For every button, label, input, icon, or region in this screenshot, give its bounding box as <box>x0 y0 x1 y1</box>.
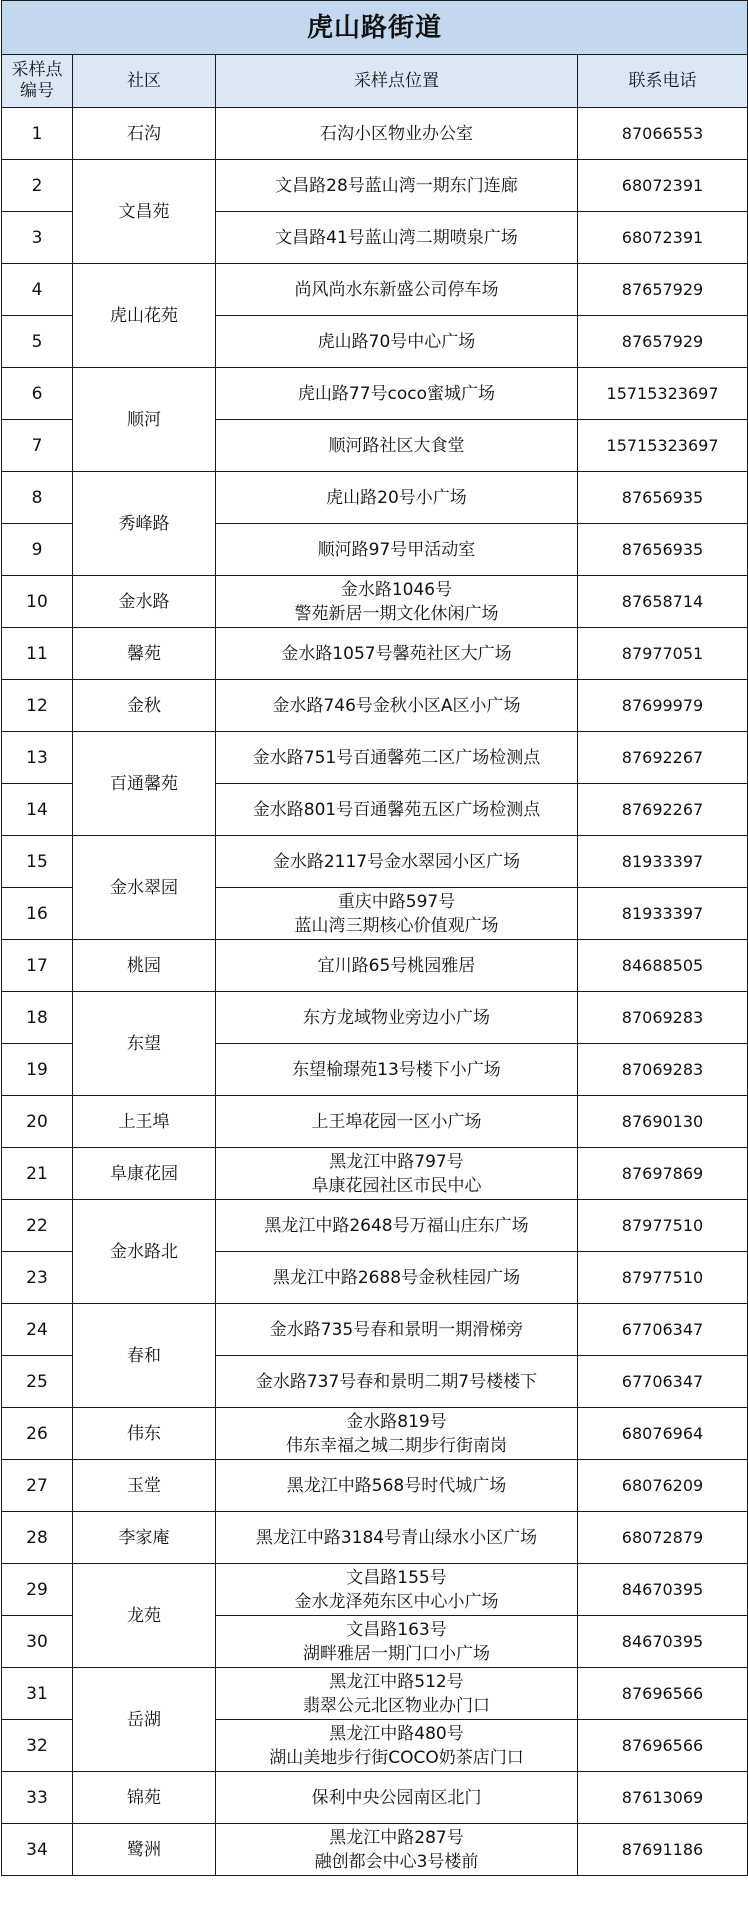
row-community: 金水翠园 <box>73 836 216 940</box>
row-phone: 81933397 <box>578 888 748 940</box>
row-phone: 87699979 <box>578 680 748 732</box>
location-line: 黑龙江中路287号 <box>329 1827 464 1848</box>
row-id: 6 <box>2 368 73 420</box>
row-id: 14 <box>2 784 73 836</box>
row-id: 29 <box>2 1564 73 1616</box>
table-row <box>2 1148 748 1200</box>
location-line: 黑龙江中路797号 <box>329 1151 464 1172</box>
row-id: 3 <box>2 212 73 264</box>
row-location <box>216 680 578 732</box>
location-line: 金水路801号百通馨苑五区广场检测点 <box>252 799 541 820</box>
row-id: 21 <box>2 1148 73 1200</box>
row-location <box>216 888 578 940</box>
header-location: 采样点位置 <box>216 55 578 108</box>
table-row <box>2 1096 748 1148</box>
table-row <box>2 108 748 160</box>
row-phone: 15715323697 <box>578 420 748 472</box>
row-location <box>216 1512 578 1564</box>
row-community: 顺河 <box>73 368 216 472</box>
row-community: 玉堂 <box>73 1460 216 1512</box>
row-community: 馨苑 <box>73 628 216 680</box>
row-id: 9 <box>2 524 73 576</box>
row-community: 龙苑 <box>73 1564 216 1668</box>
row-location <box>216 420 578 472</box>
row-phone: 87657929 <box>578 264 748 316</box>
row-phone: 68076209 <box>578 1460 748 1512</box>
row-community: 百通馨苑 <box>73 732 216 836</box>
row-location <box>216 1356 578 1408</box>
row-location <box>216 1772 578 1824</box>
row-id: 10 <box>2 576 73 628</box>
row-location <box>216 472 578 524</box>
location-line: 文昌路41号蓝山湾二期喷泉广场 <box>275 227 518 248</box>
location-line: 黑龙江中路512号 <box>329 1671 464 1692</box>
row-location <box>216 732 578 784</box>
row-location <box>216 160 578 212</box>
location-line: 顺河路社区大食堂 <box>328 435 465 456</box>
location-line: 重庆中路597号 <box>337 891 456 912</box>
header-phone: 联系电话 <box>578 55 748 108</box>
row-community: 桃园 <box>73 940 216 992</box>
row-phone: 81933397 <box>578 836 748 888</box>
row-id: 2 <box>2 160 73 212</box>
sampling-points-sheet <box>1 0 747 1876</box>
row-location <box>216 1824 578 1876</box>
row-id: 34 <box>2 1824 73 1876</box>
location-line: 黑龙江中路568号时代城广场 <box>286 1475 507 1496</box>
row-phone: 87658714 <box>578 576 748 628</box>
row-location <box>216 1720 578 1772</box>
row-community: 金水路北 <box>73 1200 216 1304</box>
row-location <box>216 836 578 888</box>
row-location <box>216 264 578 316</box>
row-id: 12 <box>2 680 73 732</box>
row-location <box>216 784 578 836</box>
row-phone: 84688505 <box>578 940 748 992</box>
row-id: 7 <box>2 420 73 472</box>
row-phone: 87069283 <box>578 992 748 1044</box>
table-row <box>2 160 748 212</box>
title-row <box>2 1 748 55</box>
row-location <box>216 108 578 160</box>
row-phone: 68076964 <box>578 1408 748 1460</box>
row-community: 东望 <box>73 992 216 1096</box>
row-phone: 87697869 <box>578 1148 748 1200</box>
table-row <box>2 1512 748 1564</box>
location-line: 东方龙域物业旁边小广场 <box>303 1007 490 1028</box>
row-phone: 68072391 <box>578 160 748 212</box>
location-line: 尚风尚水东新盛公司停车场 <box>294 279 499 300</box>
location-line: 湖山美地步行街COCO奶茶店门口 <box>269 1747 524 1768</box>
row-community: 虎山花苑 <box>73 264 216 368</box>
sheet-title: 虎山路街道 <box>2 1 748 55</box>
location-line: 阜康花园社区市民中心 <box>311 1175 482 1196</box>
location-line: 宜川路65号桃园雅居 <box>317 955 476 976</box>
row-id: 24 <box>2 1304 73 1356</box>
table-row <box>2 1460 748 1512</box>
row-community: 上王埠 <box>73 1096 216 1148</box>
row-phone: 87657929 <box>578 316 748 368</box>
location-line: 顺河路97号甲活动室 <box>317 539 476 560</box>
row-location <box>216 940 578 992</box>
row-phone: 84670395 <box>578 1564 748 1616</box>
row-location <box>216 576 578 628</box>
row-phone: 87613069 <box>578 1772 748 1824</box>
row-phone: 87692267 <box>578 732 748 784</box>
table-row <box>2 836 748 888</box>
location-line: 金水龙泽苑东区中心小广场 <box>294 1591 499 1612</box>
row-phone: 15715323697 <box>578 368 748 420</box>
table-row <box>2 1408 748 1460</box>
row-id: 15 <box>2 836 73 888</box>
table-row <box>2 368 748 420</box>
table-row <box>2 576 748 628</box>
table-row <box>2 1200 748 1252</box>
row-id: 26 <box>2 1408 73 1460</box>
header-id-line2: 编号 <box>20 81 54 101</box>
location-line: 黑龙江中路2688号金秋桂园广场 <box>272 1267 521 1288</box>
location-line: 虎山路70号中心广场 <box>317 331 476 352</box>
row-location <box>216 1252 578 1304</box>
row-id: 1 <box>2 108 73 160</box>
location-line: 融创都会中心3号楼前 <box>314 1851 479 1872</box>
row-id: 27 <box>2 1460 73 1512</box>
table-row <box>2 1564 748 1616</box>
row-community: 金水路 <box>73 576 216 628</box>
row-community: 锦苑 <box>73 1772 216 1824</box>
row-location <box>216 1304 578 1356</box>
table-row <box>2 1304 748 1356</box>
row-phone: 87692267 <box>578 784 748 836</box>
row-id: 22 <box>2 1200 73 1252</box>
row-location <box>216 212 578 264</box>
header-row <box>2 55 748 108</box>
location-line: 金水路735号春和景明一期滑梯旁 <box>269 1319 524 1340</box>
location-line: 虎山路20号小广场 <box>326 487 467 508</box>
location-line: 黑龙江中路480号 <box>329 1723 464 1744</box>
row-community: 伟东 <box>73 1408 216 1460</box>
row-id: 30 <box>2 1616 73 1668</box>
row-community: 鹭洲 <box>73 1824 216 1876</box>
location-line: 金水路737号春和景明二期7号楼楼下 <box>255 1371 538 1392</box>
row-location <box>216 1668 578 1720</box>
table-row <box>2 940 748 992</box>
location-line: 金水路2117号金水翠园小区广场 <box>272 851 521 872</box>
row-location <box>216 1200 578 1252</box>
row-id: 31 <box>2 1668 73 1720</box>
row-id: 25 <box>2 1356 73 1408</box>
header-id-line1: 采样点 <box>11 60 63 80</box>
location-line: 金水路746号金秋小区A区小广场 <box>272 695 521 716</box>
row-id: 19 <box>2 1044 73 1096</box>
row-phone: 87977510 <box>578 1200 748 1252</box>
row-community: 秀峰路 <box>73 472 216 576</box>
row-id: 32 <box>2 1720 73 1772</box>
row-community: 李家庵 <box>73 1512 216 1564</box>
row-location <box>216 1616 578 1668</box>
row-community: 金秋 <box>73 680 216 732</box>
row-id: 17 <box>2 940 73 992</box>
row-location <box>216 1044 578 1096</box>
header-community: 社区 <box>73 55 216 108</box>
location-line: 东望榆璟苑13号楼下小广场 <box>292 1059 501 1080</box>
row-id: 28 <box>2 1512 73 1564</box>
row-id: 33 <box>2 1772 73 1824</box>
table-row <box>2 628 748 680</box>
table-body <box>2 108 748 1876</box>
row-id: 4 <box>2 264 73 316</box>
row-phone: 87696566 <box>578 1668 748 1720</box>
row-location <box>216 1408 578 1460</box>
location-line: 金水路751号百通馨苑二区广场检测点 <box>252 747 541 768</box>
row-id: 18 <box>2 992 73 1044</box>
row-phone: 87066553 <box>578 108 748 160</box>
location-line: 翡翠公元北区物业办门口 <box>303 1695 490 1716</box>
row-location <box>216 368 578 420</box>
row-phone: 87691186 <box>578 1824 748 1876</box>
location-line: 金水路819号 <box>346 1411 447 1432</box>
row-id: 20 <box>2 1096 73 1148</box>
row-location <box>216 992 578 1044</box>
location-line: 黑龙江中路3184号青山绿水小区广场 <box>255 1527 538 1548</box>
row-id: 13 <box>2 732 73 784</box>
row-phone: 87696566 <box>578 1720 748 1772</box>
location-line: 警苑新居一期文化休闲广场 <box>294 603 499 624</box>
row-location <box>216 316 578 368</box>
row-community: 石沟 <box>73 108 216 160</box>
location-line: 上王埠花园一区小广场 <box>311 1111 482 1132</box>
row-location <box>216 1460 578 1512</box>
row-community: 岳湖 <box>73 1668 216 1772</box>
row-location <box>216 1096 578 1148</box>
row-location <box>216 524 578 576</box>
location-line: 保利中央公园南区北门 <box>311 1787 482 1808</box>
table-row <box>2 472 748 524</box>
row-phone: 84670395 <box>578 1616 748 1668</box>
location-line: 蓝山湾三期核心价值观广场 <box>294 915 499 936</box>
location-line: 文昌路163号 <box>346 1619 447 1640</box>
location-line: 黑龙江中路2648号万福山庄东广场 <box>264 1215 529 1236</box>
row-id: 11 <box>2 628 73 680</box>
row-id: 16 <box>2 888 73 940</box>
row-id: 8 <box>2 472 73 524</box>
row-location <box>216 1564 578 1616</box>
location-line: 虎山路77号coco蜜城广场 <box>297 383 496 404</box>
location-line: 文昌路28号蓝山湾一期东门连廊 <box>275 175 518 196</box>
table-row <box>2 1824 748 1876</box>
location-line: 文昌路155号 <box>346 1567 447 1588</box>
row-location <box>216 628 578 680</box>
row-id: 5 <box>2 316 73 368</box>
table-row <box>2 1668 748 1720</box>
row-phone: 68072391 <box>578 212 748 264</box>
location-line: 石沟小区物业办公室 <box>320 123 473 144</box>
table-row <box>2 992 748 1044</box>
location-line: 金水路1057号馨苑社区大广场 <box>281 643 512 664</box>
location-line: 湖畔雅居一期门口小广场 <box>303 1643 490 1664</box>
row-phone: 87069283 <box>578 1044 748 1096</box>
row-community: 春和 <box>73 1304 216 1408</box>
row-id: 23 <box>2 1252 73 1304</box>
row-location <box>216 1148 578 1200</box>
row-phone: 87656935 <box>578 524 748 576</box>
header-id <box>2 55 73 108</box>
row-phone: 67706347 <box>578 1304 748 1356</box>
location-line: 伟东幸福之城二期步行街南岗 <box>286 1435 507 1456</box>
table-row <box>2 680 748 732</box>
row-phone: 87690130 <box>578 1096 748 1148</box>
row-phone: 87977051 <box>578 628 748 680</box>
sampling-points-table <box>1 0 748 1876</box>
row-phone: 87977510 <box>578 1252 748 1304</box>
row-phone: 68072879 <box>578 1512 748 1564</box>
location-line: 金水路1046号 <box>340 579 453 600</box>
table-row <box>2 732 748 784</box>
table-row <box>2 1772 748 1824</box>
row-community: 文昌苑 <box>73 160 216 264</box>
row-phone: 67706347 <box>578 1356 748 1408</box>
row-community: 阜康花园 <box>73 1148 216 1200</box>
table-row <box>2 264 748 316</box>
row-phone: 87656935 <box>578 472 748 524</box>
